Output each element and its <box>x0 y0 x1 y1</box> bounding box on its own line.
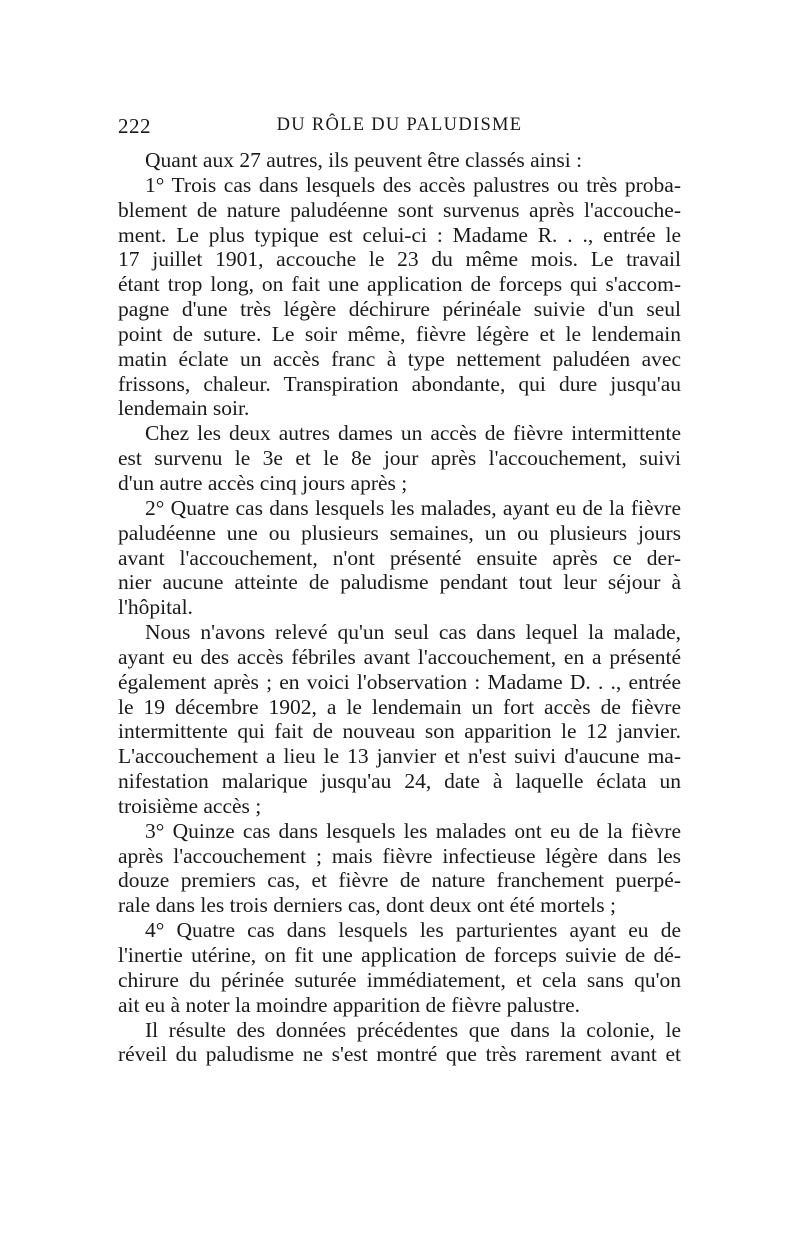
text-line: pagne d'une très légère déchirure périnéale suivie d'un seul <box>118 297 681 322</box>
text-line: Il résulte des données précédentes que dans la colonie, le <box>145 1017 681 1042</box>
text-line: ait eu à noter la moindre apparition de fièvre palustre. <box>118 992 581 1017</box>
text-line: 1° Trois cas dans lesquels des accès palustres ou très proba- <box>145 172 681 197</box>
text-line: Nous n'avons relevé qu'un seul cas dans lequel la malade, <box>145 620 681 645</box>
text-line: l'hôpital. <box>118 595 193 620</box>
text-line: ment. Le plus typique est celui-ci : Madame R. . ., entrée le <box>118 222 681 247</box>
text-line: l'inertie utérine, on fit une application de forceps suivie de dé- <box>118 943 681 967</box>
text-line: rale dans les trois derniers cas, dont deux ont été mortels ; <box>118 893 616 918</box>
text-line: 17 juillet 1901, accouche le 23 du même mois. Le travail <box>118 247 681 272</box>
page-number: 222 <box>118 114 151 138</box>
text-line: lendemain soir. <box>118 396 250 421</box>
text-line: 2° Quatre cas dans lesquels les malades, ayant eu de la fièvre <box>145 495 681 520</box>
text-line: chirure du périnée suturée immédiatement, et cela sans qu'on <box>118 967 681 992</box>
text-line: matin éclate un accès franc à type nettement paludéen avec <box>118 346 681 371</box>
text-line: réveil du paludisme ne s'est montré que très rarement avant et <box>118 1042 681 1067</box>
text-line: intermittente qui fait de nouveau son apparition le 12 janvier. <box>118 719 681 744</box>
text-line: le 19 décembre 1902, a le lendemain un fort accès de fièvre <box>118 694 681 719</box>
text-line: 3° Quinze cas dans lesquels les malades ont eu de la fièvre <box>145 818 681 843</box>
text-line: d'un autre accès cinq jours après ; <box>118 470 408 495</box>
text-line: 4° Quatre cas dans lesquels les parturientes ayant eu de <box>145 918 681 943</box>
text-line: L'accouchement a lieu le 13 janvier et n'est suivi d'aucune ma- <box>118 744 681 769</box>
text-line: nier aucune atteinte de paludisme pendant tout leur séjour à <box>118 570 681 595</box>
text-line: troisième accès ; <box>118 793 262 818</box>
text-line: après l'accouchement ; mais fièvre infectieuse légère dans les <box>118 843 681 868</box>
text-line: point de suture. Le soir même, fièvre légère et le lendemain <box>118 321 681 346</box>
body-text <box>118 148 681 1067</box>
text-line: Quant aux 27 autres, ils peuvent être classés ainsi : <box>145 148 583 172</box>
running-title: DU RÔLE DU PALUDISME <box>276 115 523 135</box>
running-header <box>118 112 681 142</box>
text-line: étant trop long, on fait une application de forceps qui s'accom- <box>118 272 681 297</box>
text-line: également après ; en voici l'observation : Madame D. . ., entrée <box>118 669 681 694</box>
text-line: Chez les deux autres dames un accès de fièvre intermittente <box>145 421 681 446</box>
text-line: blement de nature paludéenne sont survenus après l'accouche- <box>118 197 681 222</box>
text-line: frissons, chaleur. Transpiration abondante, qui dure jusqu'au <box>118 371 681 396</box>
text-line: paludéenne une ou plusieurs semaines, un ou plusieurs jours <box>118 520 681 545</box>
text-line: ayant eu des accès fébriles avant l'accouchement, en a présenté <box>118 644 681 669</box>
text-line: avant l'accouchement, n'ont présenté ensuite après ce der- <box>118 545 681 570</box>
text-line: est survenu le 3e et le 8e jour après l'accouchement, suivi <box>118 446 681 471</box>
text-line: douze premiers cas, et fièvre de nature franchement puerpé- <box>118 868 681 893</box>
text-line: nifestation malarique jusqu'au 24, date à laquelle éclata un <box>118 769 681 794</box>
